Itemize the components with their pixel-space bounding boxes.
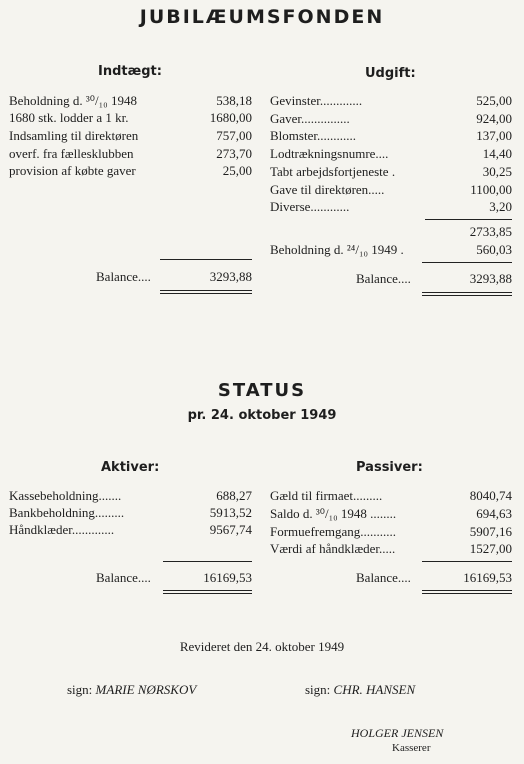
income-balance-value: 3293,88 [209,269,252,284]
income-label: overf. fra fællesklubben [9,146,134,161]
expense-balance-value: 3293,88 [469,271,512,286]
liabilities-balance-label: Balance.... [356,570,411,585]
expense-label: Diverse............ [270,199,350,214]
income-value: 757,00 [216,128,252,143]
assets-heading: Aktiver: [101,460,160,475]
asset-label: Kassebeholdning....... [9,488,122,503]
expense-label: Blomster............ [270,128,356,143]
liability-row [270,523,512,540]
asset-label: Håndklæder............. [9,522,115,537]
expense-row [270,110,512,127]
income-row [9,109,252,126]
signature-line-2 [305,682,415,698]
liability-label: Saldo d. ³⁰/₁₀ 1948 ........ [270,506,397,521]
income-heading: Indtægt: [98,64,162,79]
signature-name: MARIE NØRSKOV [95,682,197,697]
status-title: STATUS [217,380,307,401]
liabilities-balance-row [356,569,512,586]
expense-label: Gaver............... [270,111,350,126]
status-subtitle: pr. 24. oktober 1949 [187,408,337,423]
expense-label: Gave til direktøren..... [270,182,385,197]
treasurer-name: HOLGER JENSEN [351,726,444,740]
assets-balance-label: Balance.... [96,570,151,585]
asset-row [9,521,252,538]
expense-subtotal-row [425,223,512,240]
asset-row [9,487,252,504]
expense-row [270,127,512,144]
asset-row [9,504,252,521]
liability-row [270,540,512,557]
expense-row [270,181,512,198]
expense-closing-row [270,241,512,258]
asset-value: 688,27 [216,488,252,503]
expense-double-rule [422,295,512,296]
signature-name: CHR. HANSEN [333,682,416,697]
income-value: 1680,00 [209,110,252,125]
assets-total-rule [163,561,252,562]
assets-double-rule [163,590,252,591]
income-value: 538,18 [216,93,252,108]
expense-value: 14,40 [482,146,512,161]
income-label: Beholdning d. ³⁰/₁₀ 1948 [9,93,137,108]
expense-label: Gevinster............. [270,93,363,108]
liability-label: Gæld til firmaet......... [270,488,383,503]
audit-text: Revideret den 24. oktober 1949 [179,639,345,654]
liabilities-double-rule [422,590,512,591]
expense-row [270,198,512,215]
income-value: 273,70 [216,146,252,161]
expense-balance-row [356,270,512,287]
liability-row [270,487,512,504]
expense-value: 525,00 [476,93,512,108]
expense-heading: Udgift: [365,66,416,81]
signature-prefix: sign: [305,682,331,697]
income-double-rule [160,293,252,294]
liabilities-total-rule [422,561,512,562]
income-total-rule [160,259,252,260]
expense-double-rule [422,292,512,293]
page-title: JUBILÆUMSFONDEN [139,6,385,28]
income-value: 25,00 [222,163,252,178]
expense-label: Lodtrækningsnumre.... [270,146,389,161]
liability-row [270,505,512,522]
income-row [9,92,252,109]
expense-balance-label: Balance.... [356,271,411,286]
liabilities-double-rule [422,593,512,594]
income-row [9,162,252,179]
assets-balance-value: 16169,53 [203,570,252,585]
expense-closing-value: 560,03 [476,242,512,257]
assets-double-rule [163,593,252,594]
liability-label: Værdi af håndklæder..... [270,541,396,556]
expense-value: 30,25 [482,164,512,179]
expense-value: 137,00 [476,128,512,143]
signature-line-1 [67,682,196,698]
liabilities-heading: Passiver: [356,460,423,475]
liability-value: 694,63 [476,506,512,521]
expense-total-rule [422,262,512,263]
treasurer-title: Kasserer [392,742,431,754]
liability-value: 8040,74 [469,488,512,503]
expense-subtotal-value: 2733,85 [469,224,512,239]
expense-subtotal-rule [425,219,512,220]
income-label: 1680 stk. lodder a 1 kr. [9,110,129,125]
asset-value: 5913,52 [209,505,252,520]
asset-label: Bankbeholdning......... [9,505,125,520]
liability-label: Formuefremgang........... [270,524,397,539]
income-label: Indsamling til direktøren [9,128,139,143]
asset-value: 9567,74 [209,522,252,537]
income-row [9,127,252,144]
expense-row [270,163,512,180]
liability-value: 1527,00 [469,541,512,556]
expense-closing-label: Beholdning d. ²⁴/₁₀ 1949 . [270,242,404,257]
expense-value: 1100,00 [470,182,512,197]
expense-value: 924,00 [476,111,512,126]
income-row [9,145,252,162]
assets-balance-row [96,569,252,586]
liability-value: 5907,16 [469,524,512,539]
income-balance-row [96,268,252,285]
expense-row [270,145,512,162]
expense-row [270,92,512,109]
signature-prefix: sign: [67,682,93,697]
income-label: provision af købte gaver [9,163,136,178]
liabilities-balance-value: 16169,53 [463,570,512,585]
expense-label: Tabt arbejdsfortjeneste . [270,164,396,179]
income-double-rule [160,290,252,291]
income-balance-label: Balance.... [96,269,151,284]
expense-value: 3,20 [489,199,512,214]
